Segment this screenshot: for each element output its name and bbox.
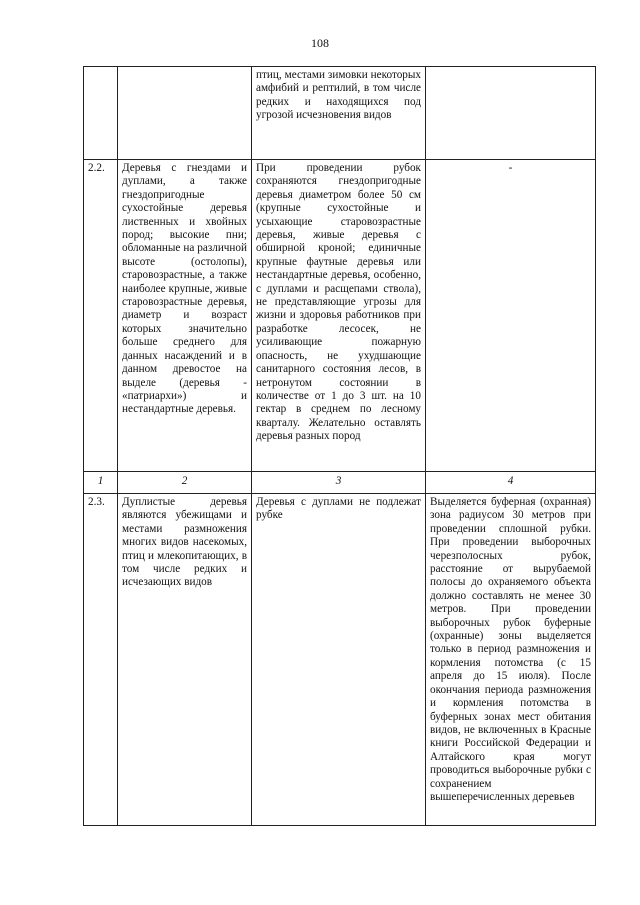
- cell-object: Дуплистые деревья являются убежищами и местами размножения многих видов насекомых, птиц и млекопитающих, в том числе редких и исчезающих видов: [118, 494, 252, 826]
- requirements-table: [83, 66, 596, 826]
- cell-number: [84, 67, 118, 160]
- cell-measures: -: [426, 160, 596, 472]
- page-number: 108: [311, 36, 329, 50]
- column-number: 3: [252, 472, 426, 494]
- column-number: 1: [84, 472, 118, 494]
- column-numbers-row: [84, 472, 596, 494]
- table-row: [84, 494, 596, 826]
- column-number: 4: [426, 472, 596, 494]
- table-row: [84, 67, 596, 160]
- cell-requirement: Деревья с дуплами не подлежат рубке: [252, 494, 426, 826]
- column-number: 2: [118, 472, 252, 494]
- cell-measures: [426, 67, 596, 160]
- cell-object: [118, 67, 252, 160]
- cell-measures: Выделяется буферная (охранная) зона радиусом 30 метров при проведении сплошной рубки. При проведении выборочных черезполосных рубок, расстояние от вырубаемой полосы до охраняемого объекта должно составлять не менее 30 метров. При проведении выборочных рубок буферные (охранные) зоны выделяется только в период размножения и кормления потомства (с 15 апреля до 15 июля). После окончания периода размножения и кормления потомства в буферных зонах мест обитания видов, не включенных в Красные книги Российской Федерации и Алтайского края могут проводиться выборочные рубки с сохранением вышеперечисленных деревьев: [426, 494, 596, 826]
- table-row: [84, 160, 596, 472]
- cell-number: 2.3.: [84, 494, 118, 826]
- cell-requirement: При проведении рубок сохраняются гнездопригодные деревья диаметром более 50 см (крупные сухостойные и усыхающие старовозрастные деревья, живые деревья с обширной кроной; единичные крупные фаутные деревья или нестандартные деревья, особенно, с дуплами и расщепами ствола), не представляющие угрозы для жизни и здоровья работников при разработке лесосек, не усиливающие пожарную опасность, не ухудшающие санитарного состояния лесов, в нетронутом состоянии в количестве от 1 до 3 шт. на 10 гектар в среднем по лесному кварталу. Желательно оставлять деревья разных пород: [252, 160, 426, 472]
- cell-requirement: птиц, местами зимовки некоторых амфибий и рептилий, в том числе редких и находящихся под угрозой исчезновения видов: [252, 67, 426, 160]
- cell-object: Деревья с гнездами и дуплами, а также гнездопригодные сухостойные деревья лиственных и хвойных пород; высокие пни; обломанные на различной высоте (остолопы), старовозрастные, а также наиболее крупные, живые старовозрастные деревья, диаметр и возраст которых значительно больше среднего для данных насаждений и в данном древостое на выделе (деревья - «патриархи») и нестандартные деревья.: [118, 160, 252, 472]
- cell-number: 2.2.: [84, 160, 118, 472]
